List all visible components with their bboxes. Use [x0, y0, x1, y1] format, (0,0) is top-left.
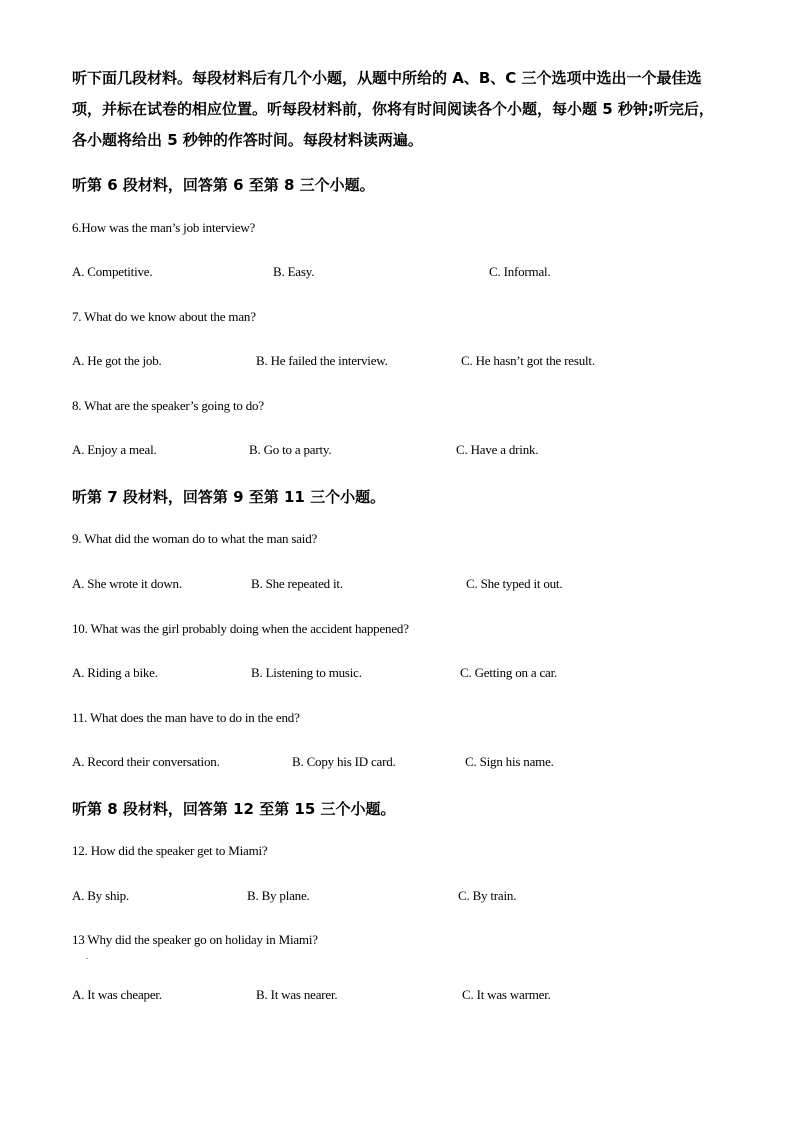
- question-8-option-a[interactable]: A. Enjoy a meal.: [72, 442, 157, 457]
- question-7-option-c[interactable]: C. He hasn’t got the result.: [461, 353, 595, 368]
- question-12-option-c[interactable]: C. By train.: [458, 888, 517, 903]
- question-9-option-c[interactable]: C. She typed it out.: [466, 576, 563, 591]
- listening-instructions: 听下面几段材料。每段材料后有几个小题，从题中所给的 A、B、C 三个选项中选出一个最佳选项，并标在试卷的相应位置。听每段材料前，你将有时间阅读各个小题，每小题 5 秒钟;听完后，各小题将给出 5 秒钟的作答时间。每段材料读两遍。: [72, 69, 714, 149]
- question-9-option-a[interactable]: A. She wrote it down.: [72, 576, 182, 591]
- section-heading-8: 听第 8 段材料，回答第 12 至第 15 三个小题。: [72, 800, 396, 818]
- question-8-stem: 8. What are the speaker’s going to do?: [72, 398, 264, 413]
- question-8-option-c[interactable]: C. Have a drink.: [456, 442, 539, 457]
- question-12-stem: 12. How did the speaker get to Miami?: [72, 843, 268, 858]
- question-7-stem: 7. What do we know about the man?: [72, 309, 256, 324]
- question-11-option-c[interactable]: C. Sign his name.: [465, 754, 554, 769]
- question-6-stem: 6.How was the man’s job interview?: [72, 220, 256, 235]
- question-11-stem: 11. What does the man have to do in the end?: [72, 710, 300, 725]
- question-11-option-b[interactable]: B. Copy his ID card.: [292, 754, 396, 769]
- question-10-stem: 10. What was the girl probably doing when the accident happened?: [72, 621, 409, 636]
- question-13-option-b[interactable]: B. It was nearer.: [256, 987, 338, 1002]
- section-heading-7: 听第 7 段材料，回答第 9 至第 11 三个小题。: [72, 488, 386, 506]
- question-12-option-b[interactable]: B. By plane.: [247, 888, 310, 903]
- question-10-option-a[interactable]: A. Riding a bike.: [72, 665, 158, 680]
- question-6-option-c[interactable]: C. Informal.: [489, 264, 551, 279]
- section-heading-6: 听第 6 段材料，回答第 6 至第 8 三个小题。: [72, 176, 375, 194]
- question-8-option-b[interactable]: B. Go to a party.: [249, 442, 332, 457]
- question-13-option-c[interactable]: C. It was warmer.: [462, 987, 551, 1002]
- question-7-option-a[interactable]: A. He got the job.: [72, 353, 162, 368]
- question-9-stem: 9. What did the woman do to what the man said?: [72, 531, 318, 546]
- question-13-option-a[interactable]: A. It was cheaper.: [72, 987, 162, 1002]
- question-6-option-a[interactable]: A. Competitive.: [72, 264, 153, 279]
- question-9-option-b[interactable]: B. She repeated it.: [251, 576, 343, 591]
- question-10-option-c[interactable]: C. Getting on a car.: [460, 665, 558, 680]
- question-11-option-a[interactable]: A. Record their conversation.: [72, 754, 220, 769]
- question-12-option-a[interactable]: A. By ship.: [72, 888, 130, 903]
- question-6-option-b[interactable]: B. Easy.: [273, 264, 315, 279]
- question-13-stem: 13 Why did the speaker go on holiday in Miami?: [72, 932, 318, 947]
- stray-mark: .: [86, 952, 88, 961]
- question-10-option-b[interactable]: B. Listening to music.: [251, 665, 362, 680]
- question-7-option-b[interactable]: B. He failed the interview.: [256, 353, 388, 368]
